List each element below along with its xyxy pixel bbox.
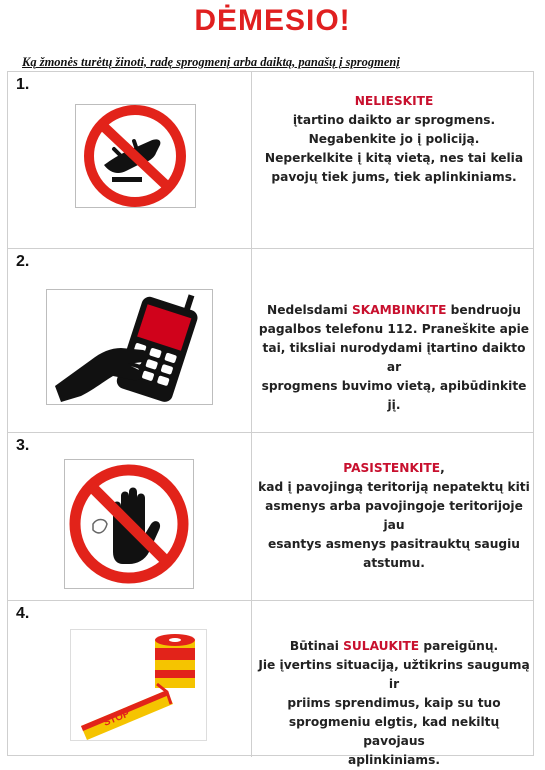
step-line: atstumu. bbox=[363, 556, 425, 570]
stop-tape-icon bbox=[70, 629, 207, 741]
step-row-2 bbox=[8, 248, 533, 432]
step-line: kad į pavojingą teritoriją nepatektų kiti bbox=[258, 480, 530, 494]
step-prefix: Nedelsdami bbox=[267, 303, 352, 317]
page-title: DĖMESIO! bbox=[194, 4, 351, 37]
no-touch-icon bbox=[75, 104, 196, 208]
step-row-1 bbox=[8, 72, 533, 248]
step-row-4 bbox=[8, 600, 533, 767]
instructions-table bbox=[7, 71, 534, 767]
step-line: tai, tiksliai nurodydami įtartino daikto ar bbox=[262, 341, 526, 374]
step-suffix: pareigūnų. bbox=[419, 639, 499, 653]
stop-hand-icon bbox=[64, 459, 194, 589]
mobile-phone-icon bbox=[46, 289, 213, 405]
step-text bbox=[258, 637, 530, 770]
step-line: Jie įvertins situaciją, užtikrins saugumą ir bbox=[258, 658, 530, 691]
step-line: Neperkelkite į kitą vietą, nes tai kelia bbox=[264, 151, 524, 165]
page-subtitle: Ką žmonės turėtų žinoti, radę sprogmenį arba daiktą, panašų į sprogmenį bbox=[22, 55, 400, 69]
step-highlight: SULAUKITE bbox=[343, 639, 420, 653]
step-number: 2. bbox=[16, 253, 30, 270]
step-suffix: bendruoju bbox=[446, 303, 521, 317]
step-suffix: , bbox=[440, 461, 445, 475]
step-text bbox=[258, 301, 530, 415]
step-line: pavojų tiek jums, tiek aplinkiniams. bbox=[271, 170, 517, 184]
step-line: sprogmens buvimo vietą, apibūdinkite jį. bbox=[261, 379, 527, 412]
step-line: priims sprendimus, kaip su tuo bbox=[287, 696, 501, 710]
step-number: 3. bbox=[16, 437, 30, 454]
step-text bbox=[258, 459, 530, 573]
step-highlight: NELIESKITE bbox=[354, 94, 434, 108]
step-prefix: Būtinai bbox=[289, 639, 344, 653]
step-highlight: SKAMBINKITE bbox=[351, 303, 447, 317]
step-number: 4. bbox=[16, 605, 30, 622]
step-line: Negabenkite jo į policiją. bbox=[308, 132, 480, 146]
step-line: įtartino daikto ar sprogmens. bbox=[292, 113, 496, 127]
tape-label: STOP bbox=[102, 708, 132, 729]
step-text bbox=[258, 92, 530, 187]
step-row-3 bbox=[8, 432, 533, 600]
step-line: esantys asmenys pasitrauktų saugiu bbox=[268, 537, 520, 551]
step-line: sprogmeniu elgtis, kad nekiltų pavojaus bbox=[288, 715, 500, 748]
step-number: 1. bbox=[16, 76, 30, 93]
step-line: aplinkiniams. bbox=[348, 753, 440, 767]
step-highlight: PASISTENKITE bbox=[343, 461, 441, 475]
step-line: asmenys arba pavojingoje teritorijoje jau bbox=[265, 499, 523, 532]
step-line: pagalbos telefonu 112. Praneškite apie bbox=[258, 322, 530, 336]
